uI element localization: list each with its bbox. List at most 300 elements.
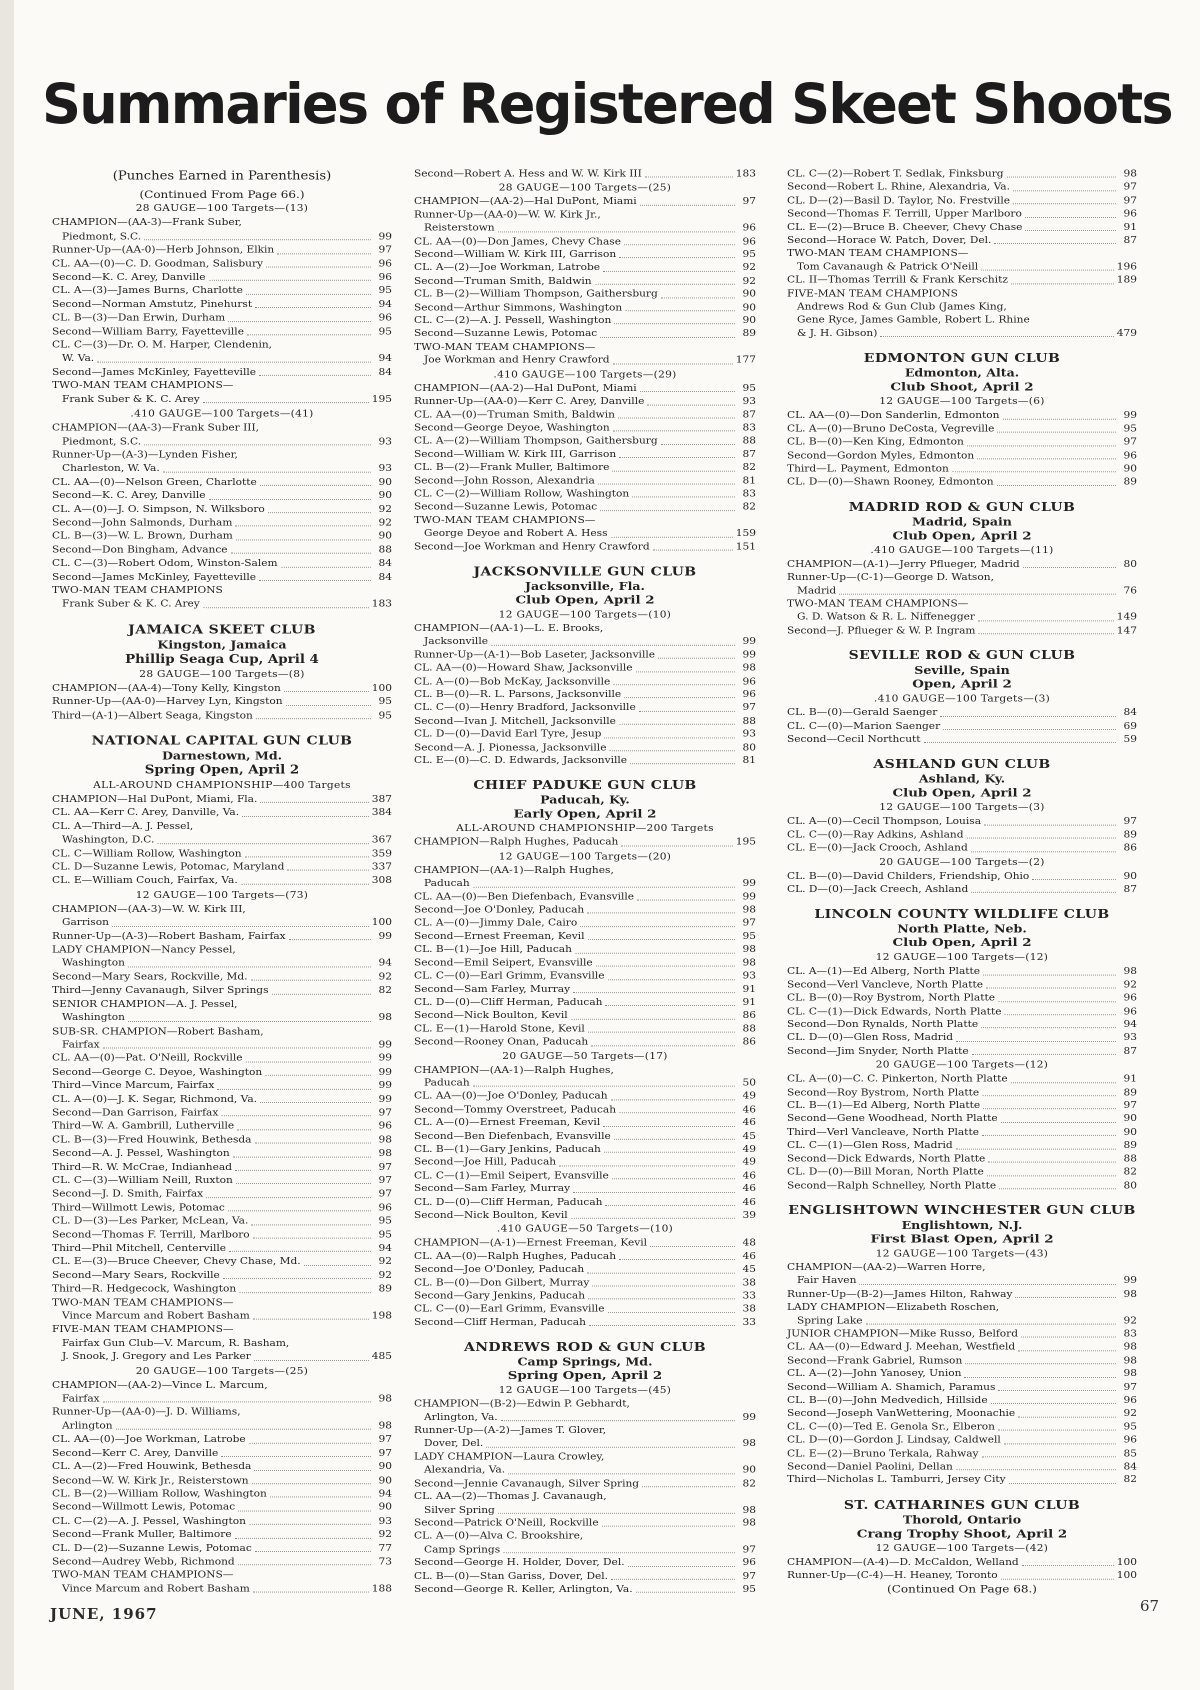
entry-text: Second—J. D. Smith, Fairfax (52, 1188, 204, 1200)
result-entry (414, 878, 756, 891)
entry-text: CL. A—(0)—Bob McKay, Jacksonville (414, 676, 611, 687)
entry-text: CL. E—(2)—Bruce B. Cheever, Chevy Chase (787, 221, 1023, 233)
entry-text: CL. A—(2)—William Thompson, Gaithersburg (414, 435, 658, 447)
score: 86 (742, 1010, 756, 1021)
dot-leader (266, 267, 371, 268)
entry-text: Second—George Deyoe, Washington (414, 422, 610, 433)
score: 96 (1123, 1395, 1137, 1406)
score: 198 (371, 1310, 392, 1322)
score: 100 (371, 917, 392, 929)
result-entry (787, 248, 1137, 261)
dot-leader (640, 391, 735, 392)
score: 159 (735, 528, 756, 539)
result-entry (414, 541, 756, 554)
result-entry (52, 1542, 392, 1556)
entry-text: Second—Patrick O'Neill, Rockville (414, 1517, 599, 1529)
dot-leader (592, 1286, 735, 1287)
result-entry (52, 1283, 392, 1297)
dot-leader (611, 1099, 735, 1100)
entry-text: CL. A—(0)—J. K. Segar, Richmond, Va. (52, 1093, 258, 1105)
score: 98 (378, 1148, 392, 1159)
entry-text: CL. B—(0)—John Medvedich, Hillside (787, 1395, 988, 1406)
column-middle (414, 168, 756, 1596)
dot-leader (940, 716, 1116, 717)
entry-text: Washington (62, 958, 125, 969)
dot-leader (602, 1526, 735, 1527)
entry-text: CHAMPION—(A-1)—Jerry Pflueger, Madrid (787, 559, 1020, 570)
score: 90 (378, 1474, 392, 1486)
entry-text: CL. D—(0)—Cliff Herman, Paducah (414, 1196, 603, 1208)
entry-text: Second—Gordon Myles, Edmonton (787, 450, 975, 461)
entry-text: Piedmont, S.C. (62, 436, 142, 447)
entry-text: CHAMPION—(AA-2)—Hal DuPont, Miami (414, 196, 637, 207)
result-entry (414, 1425, 756, 1438)
dot-leader (473, 886, 735, 887)
dot-leader (608, 1312, 736, 1313)
score: 95 (378, 326, 392, 337)
dot-leader (614, 324, 735, 325)
result-entry (414, 1170, 756, 1183)
score: 46 (742, 1196, 756, 1208)
entry-text: Second—Gary Jenkins, Paducah (414, 1290, 586, 1302)
dot-leader (281, 566, 371, 567)
entry-text: CL. A—(0)—Bruno DeCosta, Vegreville (787, 423, 995, 435)
entry-text: LADY CHAMPION—Laura Crowley, (414, 1451, 605, 1463)
entry-text: Second—Mary Sears, Rockville, Md. (52, 971, 248, 983)
result-entry (787, 168, 1137, 181)
dot-leader (255, 1143, 372, 1144)
result-entry (787, 720, 1137, 733)
result-entry (414, 1438, 756, 1451)
score: 89 (378, 1283, 392, 1295)
result-entry (52, 557, 392, 571)
entry-text: CHAMPION—(AA-1)—Ralph Hughes, (414, 1064, 614, 1076)
dot-leader (221, 1116, 371, 1117)
score: 99 (1123, 410, 1137, 421)
result-entry (52, 352, 392, 366)
result-entry (787, 1368, 1137, 1381)
entry-text: Second—Don Bingham, Advance (52, 544, 228, 556)
event-heading: ALL-AROUND CHAMPIONSHIP—200 Targets (456, 823, 714, 834)
dot-leader (596, 966, 735, 967)
dot-leader (1007, 177, 1116, 178)
entry-text: CL. C—(2)—A. J. Pessell, Washington (414, 315, 612, 326)
event-heading: 12 GAUGE—100 Targets—(6) (879, 396, 1045, 407)
score: 96 (1123, 208, 1137, 220)
result-entry (52, 517, 392, 531)
entry-text: CL. A—Third—A. J. Pessel, (52, 821, 194, 832)
entry-text: CL. D—(2)—Suzanne Lewis, Potomac (52, 1542, 252, 1554)
dot-leader (612, 470, 735, 471)
shoot-title: Crang Trophy Shoot, April 2 (856, 1526, 1068, 1541)
result-entry (414, 891, 756, 904)
score: 90 (378, 531, 392, 542)
dot-leader (238, 1510, 371, 1511)
score: 96 (378, 1202, 392, 1213)
result-entry (414, 315, 756, 328)
club-header (787, 1203, 1137, 1247)
entry-text: Second—Joe O'Donley, Paducah (414, 904, 585, 916)
event-heading: 12 GAUGE—100 Targets—(3) (879, 802, 1045, 813)
entry-text: J. Snook, J. Gregory and Les Parker (62, 1351, 251, 1363)
entry-text: Second—Ben Diefenbach, Evansville (414, 1130, 611, 1142)
entry-text: Second—Cliff Herman, Paducah (414, 1317, 586, 1328)
entry-text: CHAMPION—(A-4)—D. McCaldon, Welland (787, 1557, 1019, 1568)
dot-leader (595, 284, 735, 285)
result-entry (787, 423, 1137, 436)
result-entry (52, 834, 392, 848)
score: 359 (371, 848, 392, 859)
entry-text: CHAMPION—(AA-3)—Frank Suber III, (52, 422, 260, 434)
issue-date: JUNE, 1967 (50, 1605, 158, 1623)
score: 82 (742, 1478, 756, 1489)
entry-text: CL. A—(0)—Ernest Freeman, Kevil (414, 1117, 601, 1128)
dot-leader (952, 472, 1116, 473)
entry-text: Runner-Up—(A-2)—James T. Glover, (414, 1425, 607, 1436)
score: 98 (378, 1134, 392, 1146)
result-entry (414, 702, 756, 715)
entry-text: CL. C—(1)—Emil Seipert, Evansville (414, 1170, 609, 1181)
score: 38 (742, 1277, 756, 1288)
score: 95 (742, 249, 756, 260)
dot-leader (217, 1088, 371, 1089)
result-entry (414, 488, 756, 501)
result-entry (414, 1237, 756, 1250)
club-location: Englishtown, N.J. (901, 1218, 1023, 1232)
result-entry (414, 904, 756, 917)
entry-text: CHAMPION—(AA-1)—L. E. Brooks, (414, 623, 604, 634)
event-heading: .410 GAUGE—100 Targets—(29) (493, 369, 677, 380)
score: 87 (1123, 235, 1137, 246)
club-name: ANDREWS ROD & GUN CLUB (463, 1340, 707, 1355)
score: 97 (1123, 436, 1137, 448)
entry-text: Runner-Up—(A-3)—Robert Basham, Fairfax (52, 931, 286, 942)
dot-leader (621, 845, 732, 846)
result-entry (787, 208, 1137, 221)
score: 84 (378, 571, 392, 583)
entry-text: CL. B—(2)—William Thompson, Gaithersburg (414, 289, 658, 300)
result-entry (414, 864, 756, 877)
entry-text: CL. C—(1)—Dick Edwards, North Platte (787, 1006, 1002, 1017)
result-entry (52, 393, 392, 407)
dot-leader (924, 742, 1116, 743)
result-entry (787, 449, 1137, 462)
score: 96 (742, 689, 756, 700)
result-entry (787, 992, 1137, 1005)
result-entry (787, 1354, 1137, 1367)
result-entry (52, 339, 392, 353)
event-heading: 28 GAUGE—100 Targets—(25) (498, 182, 672, 194)
dot-leader (1021, 1337, 1116, 1338)
club-location: Jacksonville, Fla. (525, 579, 645, 593)
entry-text: CL. B—(1)—Ed Alberg, North Platte (787, 1100, 981, 1111)
score: 80 (742, 742, 756, 753)
score: 46 (742, 1117, 756, 1128)
dot-leader (286, 705, 371, 706)
score: 88 (378, 544, 392, 556)
result-entry (414, 675, 756, 688)
score: 96 (1123, 1435, 1137, 1446)
shoot-title: Spring Open, April 2 (144, 763, 300, 778)
score: 96 (378, 271, 392, 283)
dot-leader (630, 764, 735, 765)
result-entry (787, 611, 1137, 624)
entry-text: CHAMPION—(AA-3)—W. W. Kirk III, (52, 903, 246, 915)
shoot-title: Club Open, April 2 (892, 786, 1032, 801)
club-location: Camp Springs, Md. (517, 1355, 653, 1369)
score: 92 (1123, 1315, 1137, 1326)
dot-leader (967, 445, 1116, 446)
score: 100 (1116, 1557, 1137, 1568)
score: 99 (1123, 1275, 1137, 1287)
entry-text: CL. AA—Kerr C. Arey, Danville, Va. (52, 807, 240, 819)
result-entry (414, 944, 756, 957)
entry-text: CL. AA—(2)—Thomas J. Cavanaugh, (414, 1491, 607, 1502)
score: 188 (371, 1583, 392, 1595)
dot-leader (636, 671, 736, 672)
score: 99 (742, 636, 756, 647)
entry-text: CL. A—(0)—C. C. Pinkerton, North Platte (787, 1073, 1008, 1085)
entry-text: Second—Joe Hill, Paducah (414, 1157, 557, 1168)
result-entry (52, 217, 392, 231)
entry-text: Second—George R. Keller, Arlington, Va. (414, 1584, 633, 1595)
result-entry (52, 903, 392, 917)
dot-leader (252, 1483, 371, 1484)
entry-text: Second—Mary Sears, Rockville (52, 1270, 220, 1281)
dot-leader (971, 892, 1116, 893)
score: 98 (742, 904, 756, 916)
entry-text: CHAMPION—(AA-1)—Ralph Hughes, (414, 865, 614, 876)
dot-leader (839, 594, 1116, 595)
result-entry (52, 1447, 392, 1461)
dot-leader (237, 1129, 371, 1130)
entry-text: CL. AA—(0)—Joe O'Donley, Paducah (414, 1091, 608, 1102)
entry-text: Second—Joseph VanWettering, Moonachie (787, 1408, 1016, 1419)
result-entry (414, 435, 756, 448)
dot-leader (998, 1430, 1116, 1431)
result-entry (787, 1394, 1137, 1407)
score: 149 (1116, 612, 1137, 623)
entry-text: Runner-Up—(B-2)—James Hilton, Rahway (787, 1288, 1013, 1300)
result-entry (52, 1120, 392, 1134)
result-entry (52, 1215, 392, 1229)
dot-leader (260, 802, 368, 803)
result-entry (414, 755, 756, 768)
result-entry (52, 1310, 392, 1324)
club-name: JACKSONVILLE GUN CLUB (473, 565, 697, 579)
score: 97 (742, 1570, 756, 1582)
dot-leader (580, 926, 735, 927)
result-entry (787, 463, 1137, 476)
result-entry (787, 1301, 1137, 1314)
dot-leader (647, 404, 735, 405)
score: 95 (742, 383, 756, 394)
dot-leader (613, 363, 733, 364)
score: 59 (1123, 734, 1137, 745)
result-entry (414, 1077, 756, 1090)
club-location: Kingston, Jamaica (157, 637, 287, 652)
dot-leader (964, 1377, 1116, 1378)
result-entry (787, 1126, 1137, 1139)
entry-text: CL. D—(0)—Cliff Herman, Paducah (414, 997, 603, 1008)
score: 183 (371, 598, 392, 610)
dot-leader (632, 497, 735, 498)
entry-text: Second—Joe O'Donley, Paducah (414, 1264, 585, 1275)
dot-leader (589, 1325, 735, 1326)
result-entry (787, 816, 1137, 829)
entry-text: Paducah (424, 878, 470, 889)
dot-leader (618, 418, 735, 419)
dot-leader (1004, 1443, 1116, 1444)
score: 97 (378, 244, 392, 256)
dot-leader (238, 1565, 371, 1566)
result-entry (414, 715, 756, 728)
entry-text: CL. AA—(0)—Edward J. Meehan, Westfield (787, 1342, 1016, 1353)
result-entry (787, 707, 1137, 720)
entry-text: CL. D—(0)—David Earl Tyre, Jesup (414, 729, 602, 740)
dot-leader (571, 1019, 735, 1020)
score: 100 (1116, 1570, 1137, 1581)
dot-leader (503, 1552, 735, 1553)
entry-text: CL. II—Thomas Terrill & Frank Kerschitz (787, 275, 1008, 286)
dot-leader (249, 1443, 371, 1444)
dot-leader (981, 270, 1114, 271)
column-right (787, 168, 1137, 1596)
event-heading: .410 GAUGE—100 Targets—(3) (873, 693, 1051, 705)
score: 46 (742, 1251, 756, 1262)
result-entry (787, 476, 1137, 489)
result-entry (787, 1073, 1137, 1086)
score: 87 (1123, 884, 1137, 895)
result-entry (414, 1530, 756, 1543)
entry-text: CL. A—(0)—Cecil Thompson, Louisa (787, 816, 982, 827)
score: 83 (742, 488, 756, 500)
entry-text: Frank Suber & K. C. Arey (62, 598, 200, 610)
entry-text: Second—Daniel Paolini, Dellan (787, 1461, 953, 1472)
dot-leader (624, 698, 735, 699)
score: 96 (1123, 992, 1137, 1004)
result-entry (787, 436, 1137, 449)
score: 38 (742, 1303, 756, 1315)
entry-text: Second—Dan Garrison, Fairfax (52, 1107, 219, 1118)
event-heading: 12 GAUGE—100 Targets—(73) (135, 889, 309, 901)
result-entry (787, 1315, 1137, 1328)
entry-text: Second—Kerr C. Arey, Danville (52, 1447, 219, 1459)
dot-leader (1003, 419, 1117, 420)
entry-text: CL. E—(1)—Harold Stone, Kevil (414, 1023, 585, 1035)
score: 97 (1123, 1100, 1137, 1111)
result-entry (414, 623, 756, 636)
score: 33 (742, 1290, 756, 1302)
entry-text: Second—Frank Gabriel, Rumson (787, 1355, 963, 1366)
event-heading: ALL-AROUND CHAMPIONSHIP—400 Targets (93, 779, 351, 791)
dot-leader (260, 1102, 371, 1103)
dot-leader (880, 336, 1113, 337)
score: 93 (378, 463, 392, 474)
entry-text: CL. AA—(0)—Truman Smith, Baldwin (414, 409, 615, 420)
result-entry (787, 181, 1137, 194)
score: 88 (742, 435, 756, 447)
score: 93 (378, 1515, 392, 1527)
score: 98 (1123, 1342, 1137, 1353)
entry-text: CL. B—(0)—Roy Bystrom, North Platte (787, 992, 996, 1004)
event-heading: 12 GAUGE—100 Targets—(20) (498, 851, 672, 862)
result-entry (414, 1517, 756, 1530)
entry-text: Runner-Up—(A-3)—Lynden Fisher, (52, 449, 238, 461)
result-entry (52, 709, 392, 723)
entry-text: CL. A—(2)—Joe Workman, Latrobe (414, 262, 601, 274)
dot-leader (289, 939, 371, 940)
score: 94 (378, 958, 392, 969)
entry-text: CL. B—(2)—William Rollow, Washington (52, 1488, 267, 1500)
score: 82 (378, 985, 392, 996)
dot-leader (144, 240, 371, 241)
dot-leader (1018, 1417, 1116, 1418)
dot-leader (588, 1299, 735, 1300)
score: 48 (742, 1237, 756, 1249)
dot-leader (587, 913, 735, 914)
result-entry (52, 1515, 392, 1529)
result-entry (787, 558, 1137, 571)
result-entry (52, 984, 392, 998)
dot-leader (272, 994, 371, 995)
score: 91 (1123, 1073, 1137, 1085)
result-entry (787, 979, 1137, 992)
entry-text: CL. E—(0)—Jack Crooch, Ashland (787, 842, 968, 854)
dot-leader (982, 1135, 1116, 1136)
club-header (787, 648, 1137, 692)
dot-leader (1025, 230, 1116, 231)
entry-text: JUNIOR CHAMPION—Mike Russo, Belford (787, 1328, 1019, 1340)
result-entry (787, 1569, 1137, 1582)
dot-leader (956, 1041, 1116, 1042)
dot-leader (236, 1183, 371, 1184)
club-name: ASHLAND GUN CLUB (873, 757, 1051, 772)
entry-text: LADY CHAMPION—Nancy Pessel, (52, 944, 236, 956)
result-entry (787, 1139, 1137, 1152)
shoot-title: Club Open, April 2 (515, 593, 655, 608)
dot-leader (605, 1205, 735, 1206)
score: 50 (742, 1077, 756, 1089)
entry-text: Fairfax (62, 1039, 100, 1051)
entry-text: Third—Phil Mitchell, Centerville (52, 1242, 227, 1254)
entry-text: Second—James McKinley, Fayetteville (52, 571, 256, 583)
entry-text: CL. C—(3)—William Neill, Ruxton (52, 1175, 233, 1186)
score: 99 (378, 231, 392, 242)
club-header (414, 564, 756, 608)
entry-text: CL. AA—(0)—Nelson Green, Charlotte (52, 476, 257, 488)
entry-text: Third—(A-1)—Albert Seaga, Kingston (52, 709, 253, 721)
score: 384 (371, 807, 392, 819)
result-entry (787, 1086, 1137, 1099)
dot-leader (103, 1402, 371, 1403)
result-entry (414, 917, 756, 930)
result-entry (52, 1012, 392, 1026)
entry-text: Andrews Rod & Gun Club (James King, (797, 301, 1007, 312)
result-entry (787, 829, 1137, 842)
score: 97 (378, 1107, 392, 1118)
score: 337 (371, 861, 392, 873)
dot-leader (603, 1126, 735, 1127)
result-entry (414, 1491, 756, 1504)
entry-text: CL. D—(2)—Basil D. Taylor, No. Frestville (787, 195, 1011, 206)
dot-leader (997, 485, 1116, 486)
entry-text: Second—Willmott Lewis, Potomac (52, 1502, 236, 1513)
dot-leader (1023, 567, 1116, 568)
result-entry (414, 1316, 756, 1329)
result-entry (414, 1464, 756, 1477)
result-entry (414, 1010, 756, 1023)
